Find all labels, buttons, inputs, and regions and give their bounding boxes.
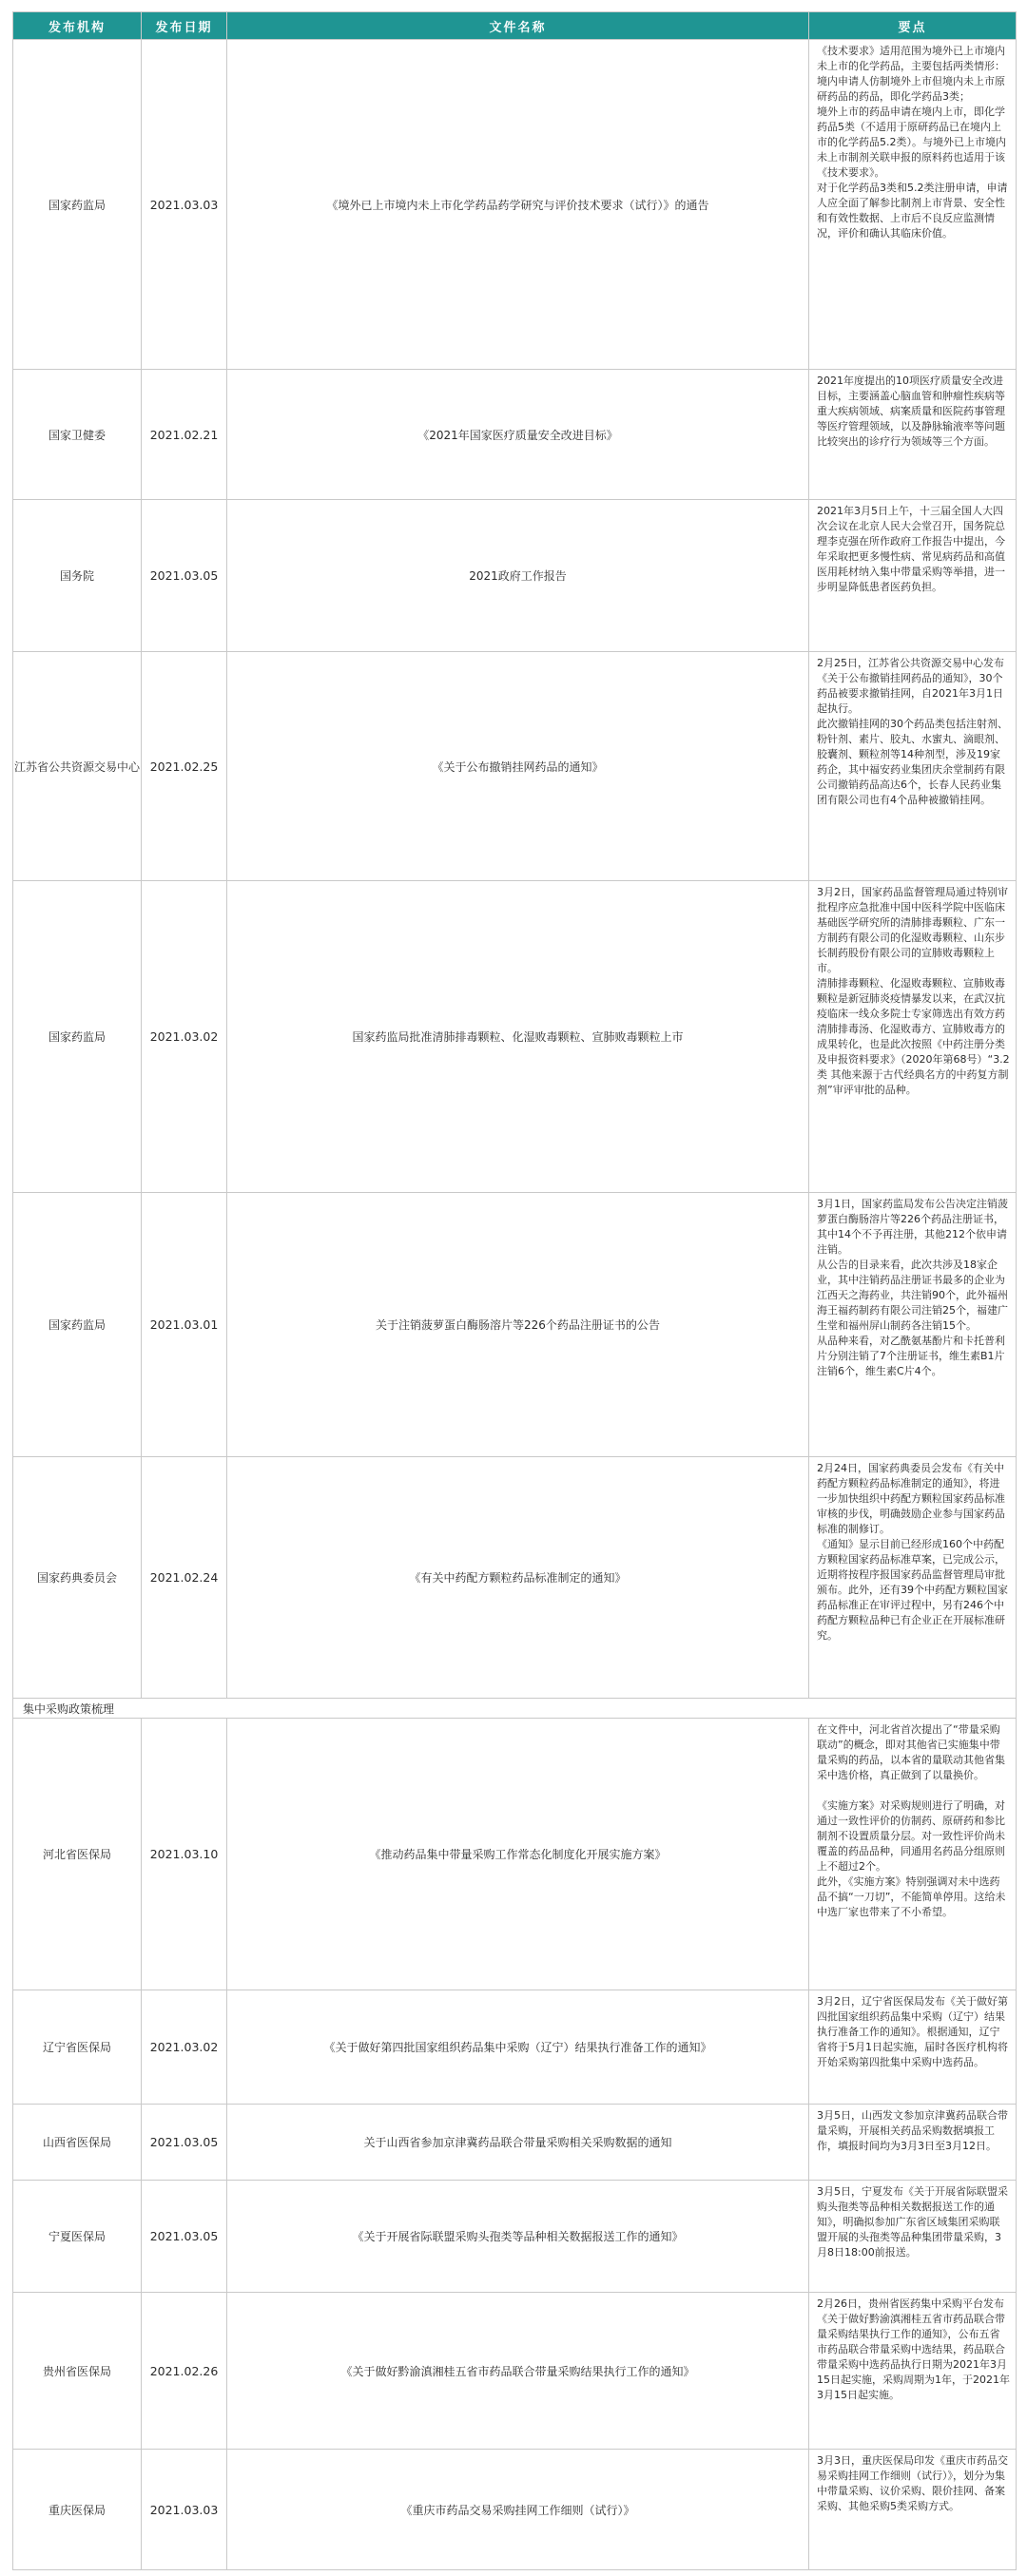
org-cell: 山西省医保局 [13, 2105, 142, 2181]
org-cell: 辽宁省医保局 [13, 1990, 142, 2105]
date-cell: 2021.02.25 [142, 652, 227, 881]
date-cell: 2021.03.03 [142, 2450, 227, 2570]
doc-cell: 国家药监局批准清肺排毒颗粒、化湿败毒颗粒、宣肺败毒颗粒上市 [227, 881, 809, 1193]
table-row [13, 370, 1017, 500]
points-cell: 3月3日，重庆医保局印发《重庆市药品交易采购挂网工作细则（试行）》，划分为集中带量采购、议价采购、限价挂网、备案采购、其他采购5类采购方式。 [809, 2450, 1017, 2570]
table-row [13, 881, 1017, 1193]
date-cell: 2021.03.01 [142, 1193, 227, 1457]
table-row [13, 1457, 1017, 1699]
table-row [13, 2181, 1017, 2293]
doc-cell: 《2021年国家医疗质量安全改进目标》 [227, 370, 809, 500]
date-cell: 2021.03.10 [142, 1719, 227, 1990]
points-cell: 2021年度提出的10项医疗质量安全改进目标，主要涵盖心脑血管和肿瘤性疾病等重大疾病领域、病案质量和医院药事管理等医疗管理领域，以及静脉输液率等问题比较突出的诊疗行为领域等三个方面。 [809, 370, 1017, 500]
points-cell: 在文件中，河北省首次提出了“带量采购联动”的概念，即对其他省已实施集中带量采购的药品，以本省的量联动其他省集采中选价格，真正做到了以量换价。 《实施方案》对采购规则进行了明确，对通过一致性评价的仿制药、原研药和参比制剂不设置质量分层。对一致性评价尚未覆盖的药品品种，同通用名药品分组原则上不超过2个。 此外，《实施方案》特别强调对未中选药品不搞“一刀切”，不能简单停用。这给未中选厂家也带来了不小希望。 [809, 1719, 1017, 1990]
table-row [13, 1193, 1017, 1457]
org-cell: 国家药监局 [13, 881, 142, 1193]
section-label: 集中采购政策梳理 [13, 1699, 1017, 1719]
header-points: 要点 [809, 12, 1017, 40]
points-cell: 2021年3月5日上午，十三届全国人大四次会议在北京人民大会堂召开，国务院总理李克强在所作政府工作报告中提出，今年采取把更多慢性病、常见病药品和高值医用耗材纳入集中带量采购等举措，进一步明显降低患者医药负担。 [809, 500, 1017, 652]
points-cell: 3月2日，国家药品监督管理局通过特别审批程序应急批准中国中医科学院中医临床基础医学研究所的清肺排毒颗粒、广东一方制药有限公司的化湿败毒颗粒、山东步长制药股份有限公司的宣肺败毒颗粒上市。 清肺排毒颗粒、化湿败毒颗粒、宣肺败毒颗粒是新冠肺炎疫情暴发以来，在武汉抗疫临床一线众多院士专家筛选出有效方药清肺排毒汤、化湿败毒方、宣肺败毒方的成果转化，也是此次按照《中药注册分类及申报资料要求》（2020年第68号）“3.2类 其他来源于古代经典名方的中药复方制剂”审评审批的品种。 [809, 881, 1017, 1193]
policy-table-container [12, 11, 1016, 2570]
date-cell: 2021.03.02 [142, 881, 227, 1193]
doc-cell: 《境外已上市境内未上市化学药品药学研究与评价技术要求（试行）》的通告 [227, 40, 809, 370]
date-cell: 2021.03.03 [142, 40, 227, 370]
table-row [13, 652, 1017, 881]
doc-cell: 关于山西省参加京津冀药品联合带量采购相关采购数据的通知 [227, 2105, 809, 2181]
doc-cell: 《有关中药配方颗粒药品标准制定的通知》 [227, 1457, 809, 1699]
date-cell: 2021.02.21 [142, 370, 227, 500]
date-cell: 2021.03.05 [142, 2105, 227, 2181]
date-cell: 2021.03.05 [142, 2181, 227, 2293]
org-cell: 河北省医保局 [13, 1719, 142, 1990]
table-row [13, 40, 1017, 370]
table-row [13, 2450, 1017, 2570]
table-row [13, 1990, 1017, 2105]
points-cell: 《技术要求》适用范围为境外已上市境内未上市的化学药品，主要包括两类情形： 境内申请人仿制境外上市但境内未上市原研药品的药品，即化学药品3类； 境外上市的药品申请在境内上市，即化学药品5类（不适用于原研药品已在境内上市的化学药品5.2类）。与境外已上市境内未上市制剂关联申报的原料药也适用于该《技术要求》。 对于化学药品3类和5.2类注册申请，申请人应全面了解参比制剂上市背景、安全性和有效性数据、上市后不良反应监测情况，评价和确认其临床价值。 [809, 40, 1017, 370]
org-cell: 国家卫健委 [13, 370, 142, 500]
header-doc: 文件名称 [227, 12, 809, 40]
doc-cell: 《关于做好第四批国家组织药品集中采购（辽宁）结果执行准备工作的通知》 [227, 1990, 809, 2105]
date-cell: 2021.03.05 [142, 500, 227, 652]
org-cell: 国家药典委员会 [13, 1457, 142, 1699]
table-row [13, 2105, 1017, 2181]
table-row [13, 2293, 1017, 2450]
doc-cell: 《推动药品集中带量采购工作常态化制度化开展实施方案》 [227, 1719, 809, 1990]
date-cell: 2021.03.02 [142, 1990, 227, 2105]
table-row [13, 1719, 1017, 1990]
org-cell: 国家药监局 [13, 1193, 142, 1457]
points-cell: 2月26日，贵州省医药集中采购平台发布《关于做好黔渝滇湘桂五省市药品联合带量采购结果执行工作的通知》，公布五省市药品联合带量采购中选结果，药品联合带量采购中选药品执行日期为2021年3月15日起实施，采购周期为1年，于2021年3月15日起实施。 [809, 2293, 1017, 2450]
points-cell: 3月5日，宁夏发布《关于开展省际联盟采购头孢类等品种相关数据报送工作的通知》，明确拟参加广东省区域集团采购联盟开展的头孢类等品种集团带量采购，3月8日18:00前报送。 [809, 2181, 1017, 2293]
doc-cell: 《关于开展省际联盟采购头孢类等品种相关数据报送工作的通知》 [227, 2181, 809, 2293]
header-org: 发布机构 [13, 12, 142, 40]
doc-cell: 2021政府工作报告 [227, 500, 809, 652]
org-cell: 重庆医保局 [13, 2450, 142, 2570]
doc-cell: 《关于做好黔渝滇湘桂五省市药品联合带量采购结果执行工作的通知》 [227, 2293, 809, 2450]
org-cell: 宁夏医保局 [13, 2181, 142, 2293]
doc-cell: 《关于公布撤销挂网药品的通知》 [227, 652, 809, 881]
doc-cell: 《重庆市药品交易采购挂网工作细则（试行）》 [227, 2450, 809, 2570]
org-cell: 国务院 [13, 500, 142, 652]
table-header-row [13, 12, 1017, 40]
points-cell: 3月5日，山西发文参加京津冀药品联合带量采购，开展相关药品采购数据填报工作，填报时间均为3月3日至3月12日。 [809, 2105, 1017, 2181]
points-cell: 3月2日，辽宁省医保局发布《关于做好第四批国家组织药品集中采购（辽宁）结果执行准备工作的通知》。根据通知，辽宁省将于5月1日起实施，届时各医疗机构将开始采购第四批集中采购中选药品。 [809, 1990, 1017, 2105]
date-cell: 2021.02.26 [142, 2293, 227, 2450]
table-row [13, 500, 1017, 652]
section-row [13, 1699, 1017, 1719]
org-cell: 贵州省医保局 [13, 2293, 142, 2450]
policy-table [12, 11, 1017, 2570]
points-cell: 2月24日，国家药典委员会发布《有关中药配方颗粒药品标准制定的通知》，将进一步加快组织中药配方颗粒国家药品标准审核的步伐，明确鼓励企业参与国家药品标准的制修订。 《通知》显示目前已经形成160个中药配方颗粒国家药品标准草案，已完成公示，近期将按程序报国家药品监督管理局审批颁布。此外，还有39个中药配方颗粒国家药品标准正在审评过程中，另有246个中药配方颗粒品种已有企业正在开展标准研究。 [809, 1457, 1017, 1699]
doc-cell: 关于注销菠萝蛋白酶肠溶片等226个药品注册证书的公告 [227, 1193, 809, 1457]
points-cell: 3月1日，国家药监局发布公告决定注销菠萝蛋白酶肠溶片等226个药品注册证书，其中14个不予再注册，其他212个依申请注销。 从公告的目录来看，此次共涉及18家企业，其中注销药品注册证书最多的企业为江西天之海药业，共注销90个，此外福州海王福药制药有限公司注销25个，福建广生堂和福州屏山制药各注销15个。 从品种来看，对乙酰氨基酚片和卡托普利片分别注销了7个注册证书，维生素B1片注销6个，维生素C片4个。 [809, 1193, 1017, 1457]
points-cell: 2月25日，江苏省公共资源交易中心发布《关于公布撤销挂网药品的通知》，30个药品被要求撤销挂网，自2021年3月1日起执行。 此次撤销挂网的30个药品类包括注射剂、粉针剂、素片、胶丸、水蜜丸、滴眼剂、胶囊剂、颗粒剂等14种剂型，涉及19家药企，其中福安药业集团庆余堂制药有限公司撤销药品高达6个，长春人民药业集团有限公司也有4个品种被撤销挂网。 [809, 652, 1017, 881]
org-cell: 国家药监局 [13, 40, 142, 370]
org-cell: 江苏省公共资源交易中心 [13, 652, 142, 881]
header-date: 发布日期 [142, 12, 227, 40]
date-cell: 2021.02.24 [142, 1457, 227, 1699]
